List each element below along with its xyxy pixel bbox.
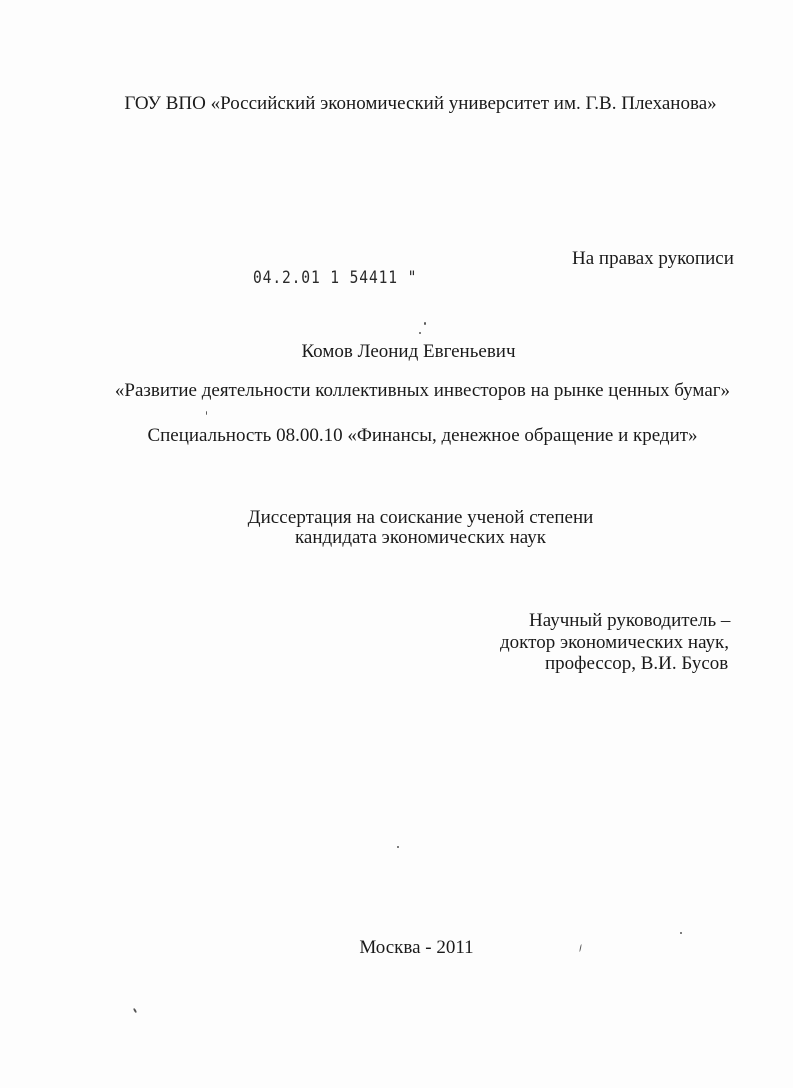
advisor-degree: доктор экономических наук,	[500, 632, 730, 653]
scan-speck	[133, 1008, 137, 1013]
scan-speck	[206, 411, 207, 415]
city-year: Москва - 2011	[359, 937, 474, 958]
dissertation-title: «Развитие деятельности коллективных инвесторов на рынке ценных бумаг»	[114, 380, 731, 401]
scan-speck	[419, 332, 421, 334]
registration-stamp: 04.2.01 1 54411 "	[253, 268, 418, 288]
advisor-label: Научный руководитель –	[529, 610, 731, 631]
degree-line-1: Диссертация на соискание ученой степени	[247, 507, 594, 528]
degree-line-2: кандидата экономических наук	[294, 527, 547, 548]
specialty-line: Специальность 08.00.10 «Финансы, денежное обращение и кредит»	[147, 425, 698, 446]
scan-speck	[680, 932, 682, 934]
university-name: ГОУ ВПО «Российский экономический университет им. Г.В. Плеханова»	[124, 93, 717, 114]
manuscript-note: На правах рукописи	[572, 248, 734, 269]
scan-speck	[424, 322, 426, 325]
author-name: Комов Леонид Евгеньевич	[301, 341, 516, 362]
scan-speck	[397, 846, 399, 848]
advisor-name: профессор, В.И. Бусов	[545, 653, 729, 674]
